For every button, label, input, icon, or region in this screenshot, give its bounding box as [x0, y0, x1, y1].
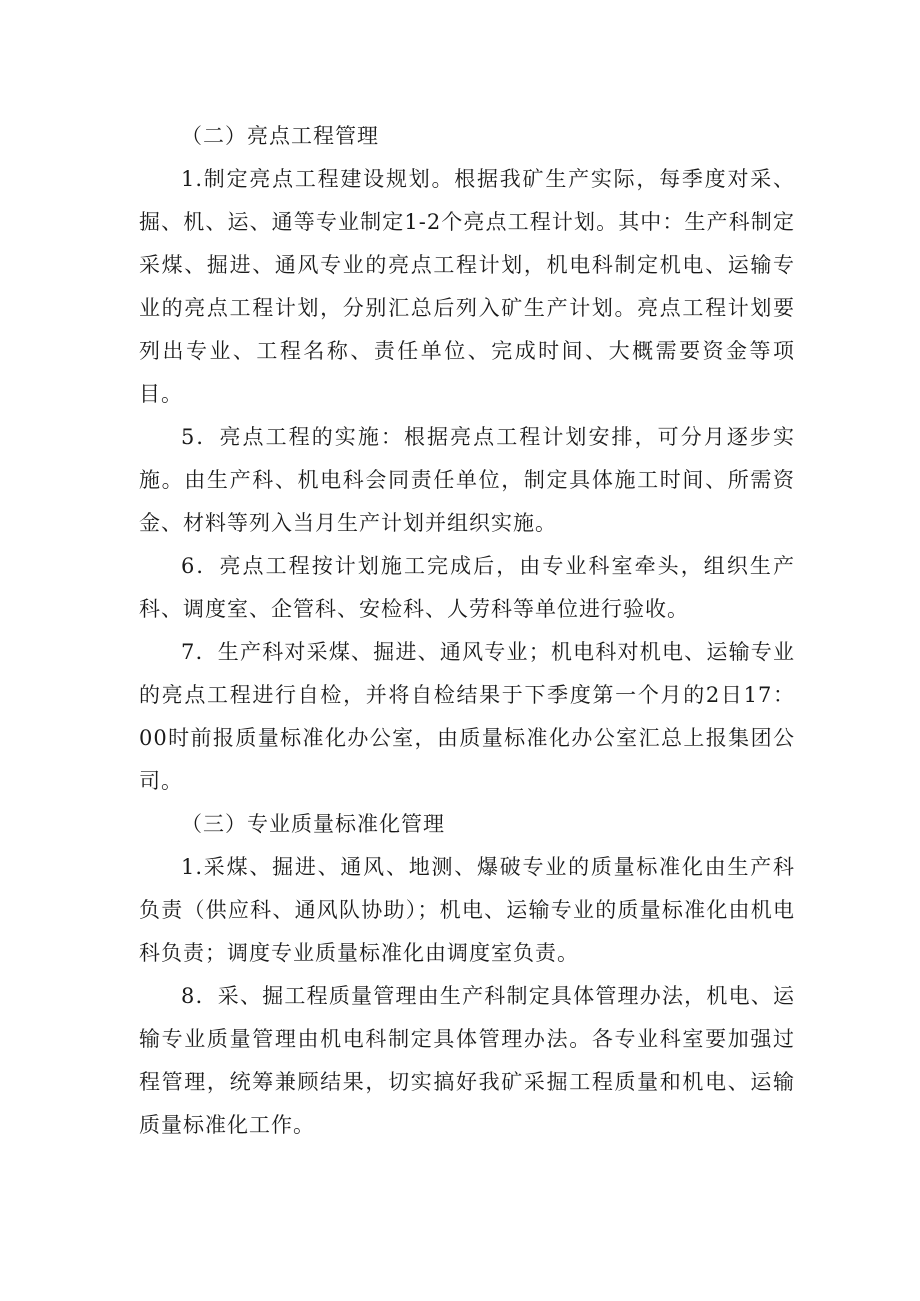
- paragraph-planning: 1.制定亮点工程建设规划。根据我矿生产实际，每季度对采、掘、机、运、通等专业制定1-2个亮点工程计划。其中：生产科制定采煤、掘进、通风专业的亮点工程计划，机电科制定机电、运输专业的亮点工程计划，分别汇总后列入矿生产计划。亮点工程计划要列出专业、工程名称、责任单位、完成时间、大概需要资金等项目。: [139, 167, 795, 406]
- paragraph-self-inspection: 7．生产科对采煤、掘进、通风专业；机电科对机电、运输专业的亮点工程进行自检，并将自检结果于下季度第一个月的2日17：00时前报质量标准化办公室，由质量标准化办公室汇总上报集团公司。: [139, 640, 795, 793]
- document-body: [139, 115, 795, 1147]
- section-heading-quality-standardization: （三）专业质量标准化管理: [181, 812, 445, 836]
- paragraph-acceptance: 6．亮点工程按计划施工完成后，由专业科室牵头，组织生产科、调度室、企管科、安检科、人劳科等单位进行验收。: [139, 554, 795, 621]
- paragraph-responsibility: 1.采煤、掘进、通风、地测、爆破专业的质量标准化由生产科负责（供应科、通风队协助）；机电、运输专业的质量标准化由机电科负责；调度专业质量标准化由调度室负责。: [139, 855, 795, 965]
- paragraph-implementation: 5．亮点工程的实施：根据亮点工程计划安排，可分月逐步实施。由生产科、机电科会同责任单位，制定具体施工时间、所需资金、材料等列入当月生产计划并组织实施。: [139, 425, 795, 535]
- paragraph-quality-management: 8．采、掘工程质量管理由生产科制定具体管理办法，机电、运输专业质量管理由机电科制定具体管理办法。各专业科室要加强过程管理，统筹兼顾结果，切实搞好我矿采掘工程质量和机电、运输质量标准化工作。: [139, 984, 795, 1137]
- section-heading-bright-spot-projects: （二）亮点工程管理: [181, 124, 379, 148]
